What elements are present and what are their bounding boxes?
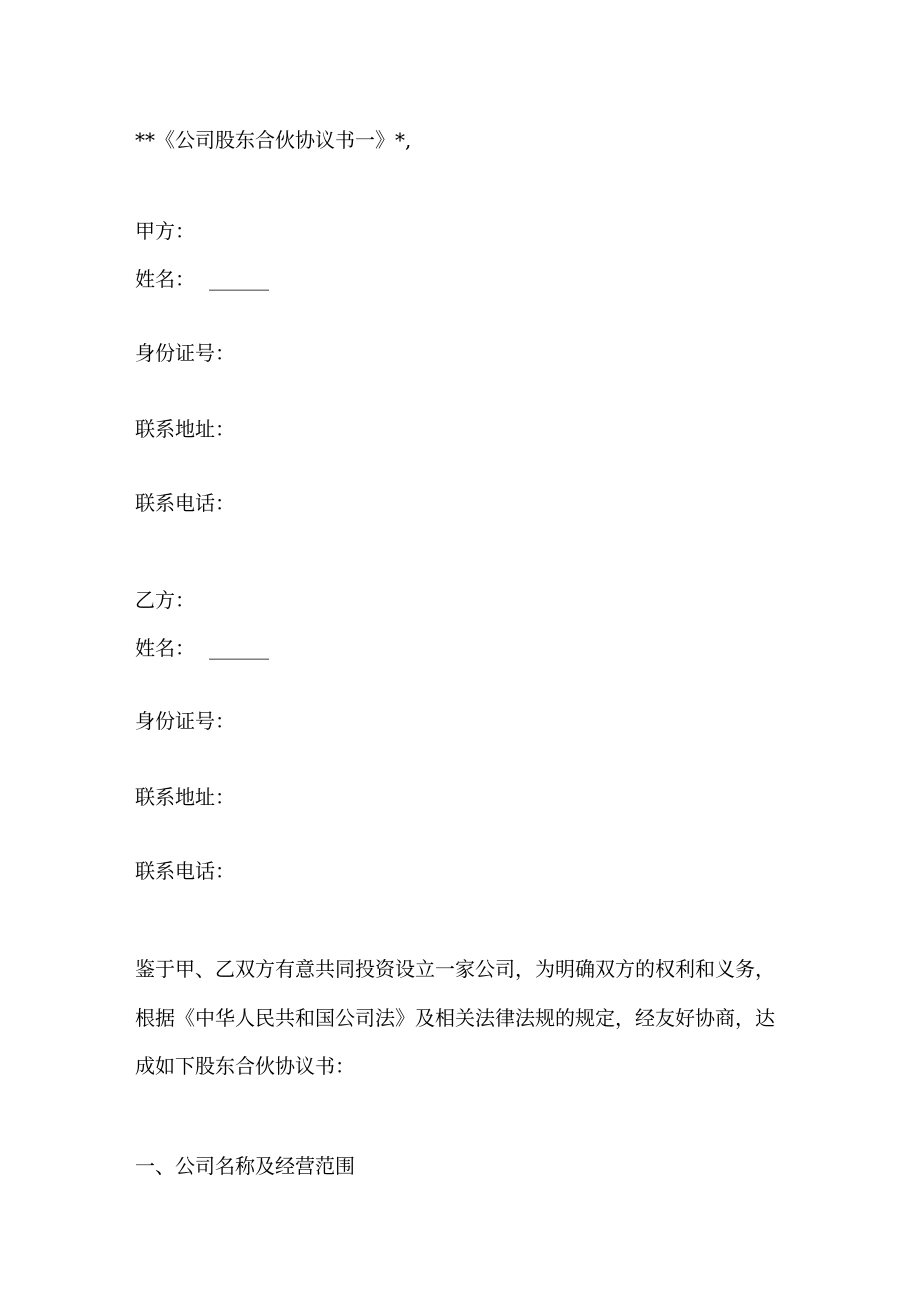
preamble-line-1: 鉴于甲、乙双方有意共同投资设立一家公司，为明确双方的权利和义务， <box>135 957 775 981</box>
preamble-line-3: 成如下股东合伙协议书： <box>135 1054 355 1078</box>
party-a-name-label: 姓名： <box>135 267 195 291</box>
party-b-heading: 乙方： <box>135 588 195 612</box>
section-1-heading: 一、公司名称及经营范围 <box>135 1154 355 1178</box>
party-a-heading: 甲方： <box>135 219 195 243</box>
party-b-name-label: 姓名： <box>135 636 195 660</box>
party-b-name-row <box>135 635 269 661</box>
party-a-id-label: 身份证号： <box>135 341 235 365</box>
party-b-address-label: 联系地址： <box>135 785 235 809</box>
party-b-name-blank: ______ <box>209 636 269 660</box>
document-title: **《公司股东合伙协议书一》*, <box>135 128 412 152</box>
party-a-phone-label: 联系电话： <box>135 491 235 515</box>
party-a-name-row <box>135 266 269 292</box>
party-a-name-blank: ______ <box>209 267 269 291</box>
preamble-line-2: 根据《中华人民共和国公司法》及相关法律法规的规定，经友好协商，达 <box>135 1006 775 1030</box>
party-a-address-label: 联系地址： <box>135 417 235 441</box>
party-b-id-label: 身份证号： <box>135 709 235 733</box>
party-b-phone-label: 联系电话： <box>135 859 235 883</box>
